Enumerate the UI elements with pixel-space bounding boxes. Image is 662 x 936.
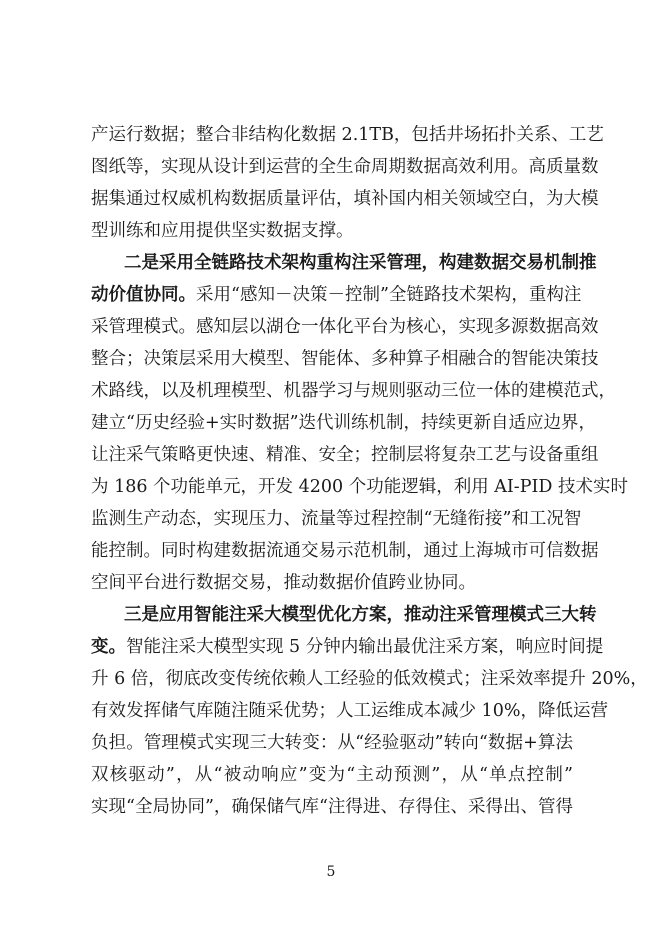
- body-text-line: 空间平台进行数据交易，推动数据价值跨业协同。: [91, 573, 476, 593]
- body-text-span: 采用“感知－决策－控制”全链路技术架构，重构注: [196, 285, 582, 305]
- body-text-line: [91, 283, 582, 307]
- body-text-line: 据集通过权威机构数据质量评估，填补国内相关领域空白，为大模: [91, 189, 599, 209]
- section-heading-tail: 动价值协同。: [91, 285, 196, 305]
- body-text-line: 型训练和应用提供坚实数据支撑。: [91, 221, 354, 241]
- body-text-line: 升 6 倍，彻底改变传统依赖人工经验的低效模式；注采效率提升 20%，: [91, 669, 648, 689]
- body-text-line: 负担。管理模式实现三大转变：从“经验驱动”转向“数据+算法: [91, 733, 573, 753]
- section-heading-tail: 变。: [91, 637, 126, 657]
- body-text-line: 产运行数据；整合非结构化数据 2.1TB，包括井场拓扑关系、工艺: [91, 125, 604, 145]
- body-text-line: 有效发挥储气库随注随采优势；人工运维成本减少 10%，降低运营: [91, 701, 608, 721]
- body-text-line: 为 186 个功能单元，开发 4200 个功能逻辑，利用 AI-PID 技术实时: [91, 477, 628, 497]
- body-text-line: 能控制。同时构建数据流通交易示范机制，通过上海城市可信数据: [91, 541, 599, 561]
- section-heading-line: 二是采用全链路技术架构重构注采管理，构建数据交易机制推: [124, 253, 597, 273]
- page-number: 5: [326, 864, 336, 880]
- body-text-line: [91, 635, 604, 659]
- body-text-line: 术路线，以及机理模型、机器学习与规则驱动三位一体的建模范式，: [91, 381, 616, 401]
- body-text-line: 监测生产动态，实现压力、流量等过程控制“无缝衔接”和工况智: [91, 509, 582, 529]
- body-text-span: 智能注采大模型实现 5 分钟内输出最优注采方案，响应时间提: [126, 637, 604, 657]
- body-text-line: 实现“全局协同”，确保储气库“注得进、存得住、采得出、管得: [91, 797, 573, 817]
- body-text-line: 采管理模式。感知层以湖仓一体化平台为核心，实现多源数据高效: [91, 317, 599, 337]
- body-text-line: 图纸等，实现从设计到运营的全生命周期数据高效利用。高质量数: [91, 157, 599, 177]
- body-text-line: 让注采气策略更快速、精准、安全；控制层将复杂工艺与设备重组: [91, 445, 599, 465]
- body-text-line: 双核驱动”，从“被动响应”变为“主动预测”，从“单点控制”: [91, 765, 573, 785]
- body-text-line: 建立“历史经验+实时数据”迭代训练机制，持续更新自适应边界，: [91, 413, 597, 433]
- body-text-line: 整合；决策层采用大模型、智能体、多种算子相融合的智能决策技: [91, 349, 599, 369]
- section-heading-line: 三是应用智能注采大模型优化方案，推动注采管理模式三大转: [124, 605, 597, 625]
